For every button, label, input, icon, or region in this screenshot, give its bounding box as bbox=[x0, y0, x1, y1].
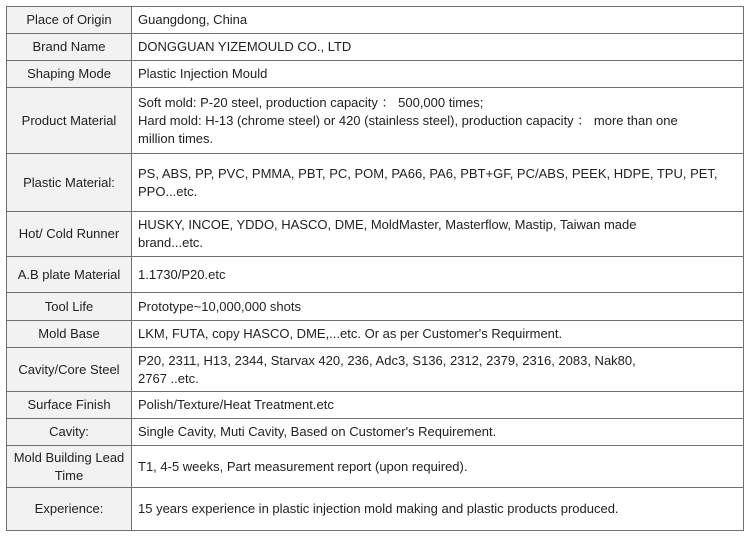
row-value: HUSKY, INCOE, YDDO, HASCO, DME, MoldMaster, Masterflow, Mastip, Taiwan made brand...etc. bbox=[132, 212, 744, 257]
table-row bbox=[7, 348, 744, 392]
table-row bbox=[7, 392, 744, 419]
row-value: Single Cavity, Muti Cavity, Based on Customer's Requirement. bbox=[132, 419, 744, 446]
row-value: 15 years experience in plastic injection mold making and plastic products produced. bbox=[132, 488, 744, 531]
row-label: Plastic Material: bbox=[7, 154, 132, 212]
row-label: Shaping Mode bbox=[7, 61, 132, 88]
specification-table bbox=[6, 6, 744, 531]
table-row bbox=[7, 293, 744, 321]
row-label: Cavity: bbox=[7, 419, 132, 446]
table-row bbox=[7, 88, 744, 154]
table-row bbox=[7, 257, 744, 293]
row-value: Polish/Texture/Heat Treatment.etc bbox=[132, 392, 744, 419]
row-label: Mold Building Lead Time bbox=[7, 446, 132, 488]
table-row bbox=[7, 419, 744, 446]
row-label: Mold Base bbox=[7, 321, 132, 348]
table-row bbox=[7, 446, 744, 488]
row-value: Soft mold: P-20 steel, production capacity ： 500,000 times; Hard mold: H-13 (chrome steel) or 420 (stainless steel), production capacity ： more than one million times. bbox=[132, 88, 744, 154]
row-label: A.B plate Material bbox=[7, 257, 132, 293]
table-row bbox=[7, 212, 744, 257]
row-label: Brand Name bbox=[7, 34, 132, 61]
row-label: Experience: bbox=[7, 488, 132, 531]
row-value: 1.1730/P20.etc bbox=[132, 257, 744, 293]
row-value: PS, ABS, PP, PVC, PMMA, PBT, PC, POM, PA66, PA6, PBT+GF, PC/ABS, PEEK, HDPE, TPU, PET, PPO...etc. bbox=[132, 154, 744, 212]
row-value: LKM, FUTA, copy HASCO, DME,...etc. Or as per Customer's Requirment. bbox=[132, 321, 744, 348]
row-label: Tool Life bbox=[7, 293, 132, 321]
row-label: Product Material bbox=[7, 88, 132, 154]
table-row bbox=[7, 7, 744, 34]
table-row bbox=[7, 154, 744, 212]
row-label: Cavity/Core Steel bbox=[7, 348, 132, 392]
row-value: DONGGUAN YIZEMOULD CO., LTD bbox=[132, 34, 744, 61]
row-value: Guangdong, China bbox=[132, 7, 744, 34]
row-value: T1, 4-5 weeks, Part measurement report (upon required). bbox=[132, 446, 744, 488]
table-row bbox=[7, 488, 744, 531]
row-value: P20, 2311, H13, 2344, Starvax 420, 236, Adc3, S136, 2312, 2379, 2316, 2083, Nak80, 2767 ..etc. bbox=[132, 348, 744, 392]
row-label: Hot/ Cold Runner bbox=[7, 212, 132, 257]
row-value: Prototype~10,000,000 shots bbox=[132, 293, 744, 321]
table-row bbox=[7, 61, 744, 88]
table-row bbox=[7, 34, 744, 61]
row-value: Plastic Injection Mould bbox=[132, 61, 744, 88]
row-label: Place of Origin bbox=[7, 7, 132, 34]
table-row bbox=[7, 321, 744, 348]
row-label: Surface Finish bbox=[7, 392, 132, 419]
